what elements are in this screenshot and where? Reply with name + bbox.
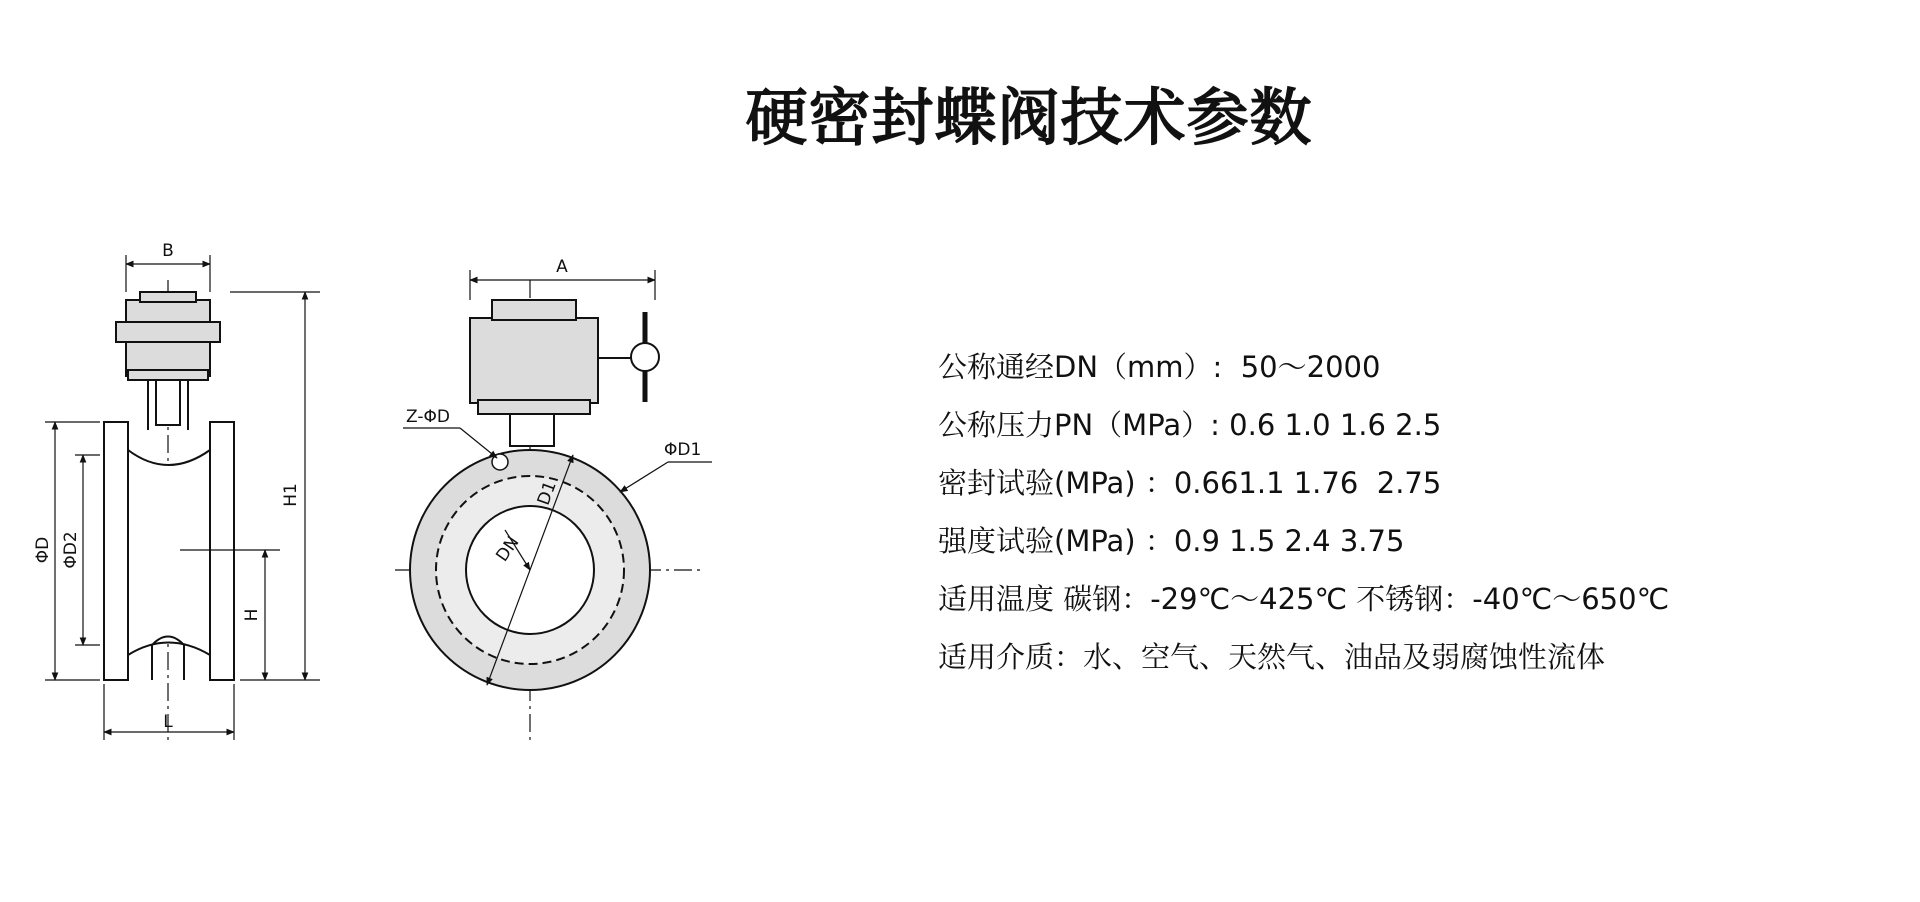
dim-label-A: A — [556, 257, 568, 277]
side-view — [45, 255, 320, 740]
dim-label-phiD2: ΦD2 — [61, 531, 81, 569]
dim-label-H1: H1 — [281, 483, 301, 507]
dim-label-L: L — [163, 712, 173, 732]
dim-label-D1: D1 — [533, 478, 561, 508]
spec-nominal-diameter: 公称通经DN（mm）: 50～2000 — [938, 350, 1381, 384]
dim-label-ZphiD: Z-ΦD — [406, 407, 450, 427]
dim-label-H: H — [242, 608, 262, 622]
dim-label-phiD: ΦD — [33, 536, 53, 564]
spec-seal-test: 密封试验(MPa) ：0.661.1 1.76 2.75 — [938, 466, 1442, 500]
spec-medium: 适用介质：水、空气、天然气、油品及弱腐蚀性流体 — [938, 640, 1606, 674]
page-title: 硬密封蝶阀技术参数 — [745, 81, 1313, 154]
spec-strength-test: 强度试验(MPa) ：0.9 1.5 2.4 3.75 — [938, 524, 1405, 558]
dim-label-DN: DN — [492, 532, 524, 566]
spec-list — [938, 338, 1669, 686]
spec-nominal-pressure: 公称压力PN（MPa）: 0.6 1.0 1.6 2.5 — [938, 408, 1442, 442]
spec-temperature: 适用温度 碳钢：-29℃～425℃ 不锈钢：-40℃～650℃ — [938, 582, 1670, 616]
dim-label-phiD1: ΦD1 — [664, 440, 702, 460]
dim-label-B: B — [162, 241, 174, 261]
